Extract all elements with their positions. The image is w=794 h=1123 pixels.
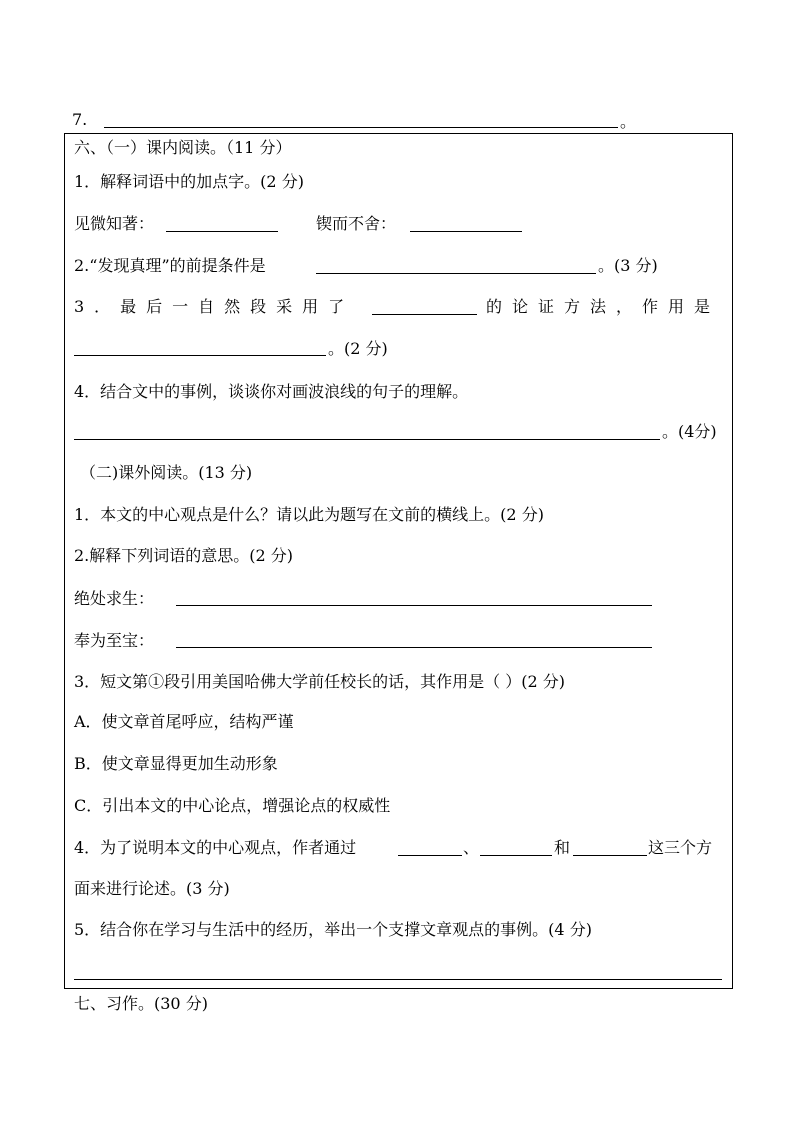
s62-q3-option-c: C．引出本文的中心论点，增强论点的权威性: [74, 796, 391, 815]
s6-question-1: 1．解释词语中的加点字。(2 分): [74, 172, 304, 191]
s62-q4-tail: 这三个方: [648, 838, 713, 857]
s62-q2-blank-1[interactable]: [176, 605, 652, 606]
s6-q4-blank[interactable]: [74, 439, 660, 440]
s62-q4-comma: 、: [463, 838, 480, 857]
q7-number: 7.: [72, 110, 88, 129]
s6-q3-blank-2[interactable]: [74, 355, 326, 356]
s62-q2-word-1: 绝处求生：: [74, 589, 155, 608]
s6-q2-score: 。(3 分): [598, 256, 658, 275]
s62-q4-and: 和: [554, 838, 571, 857]
s62-q3-option-b: B．使文章显得更加生动形象: [74, 754, 278, 773]
s6-q3-score: 。(2 分): [328, 339, 388, 358]
s6-q1-blank-1[interactable]: [166, 231, 278, 232]
q7-period: 。: [620, 112, 637, 131]
s6-q1-blank-2[interactable]: [410, 231, 522, 232]
s62-question-4: 4．为了说明本文的中心观点，作者通过: [74, 838, 357, 857]
s6-q3-middle: 的论证方法，作用是: [486, 297, 721, 316]
section-6-title: 六、（一）课内阅读。（11 分）: [74, 138, 292, 157]
s6-q1-word-1: 见微知著：: [74, 214, 155, 233]
s62-q2-word-2: 奉为至宝：: [74, 631, 155, 650]
s6-q1-word-2: 锲而不舍：: [316, 214, 397, 233]
s6-question-2: 2.“发现真理”的前提条件是: [74, 256, 266, 275]
s62-q4-continuation: 面来进行论述。(3 分): [74, 879, 230, 898]
q7-answer-blank[interactable]: [104, 127, 618, 128]
s6-q3-blank-1[interactable]: [372, 314, 477, 315]
s62-question-1: 1．本文的中心观点是什么？请以此为题写在文前的横线上。(2 分): [74, 505, 544, 524]
s6-q4-score: 。(4分): [662, 422, 717, 441]
s62-q4-blank-2[interactable]: [480, 855, 552, 856]
s62-q2-blank-2[interactable]: [176, 647, 652, 648]
s6-q2-blank[interactable]: [316, 273, 596, 274]
s62-question-5: 5．结合你在学习与生活中的经历，举出一个支撑文章观点的事例。(4 分): [74, 920, 592, 939]
s62-q4-blank-3[interactable]: [573, 855, 647, 856]
section-6-2-title: （二)课外阅读。(13 分): [80, 463, 253, 482]
s6-question-4: 4．结合文中的事例，谈谈你对画波浪线的句子的理解。: [74, 382, 469, 401]
s6-question-3: 3．最后一自然段采用了: [74, 297, 355, 316]
s62-q4-blank-1[interactable]: [398, 855, 462, 856]
s62-q3-option-a: A．使文章首尾呼应，结构严谨: [74, 712, 294, 731]
s62-question-2: 2.解释下列词语的意思。(2 分): [74, 546, 294, 565]
s62-question-3: 3．短文第①段引用美国哈佛大学前任校长的话，其作用是（ ）(2 分): [74, 672, 566, 691]
s62-q5-blank[interactable]: [74, 979, 722, 980]
section-7-title: 七、习作。(30 分): [74, 994, 208, 1013]
